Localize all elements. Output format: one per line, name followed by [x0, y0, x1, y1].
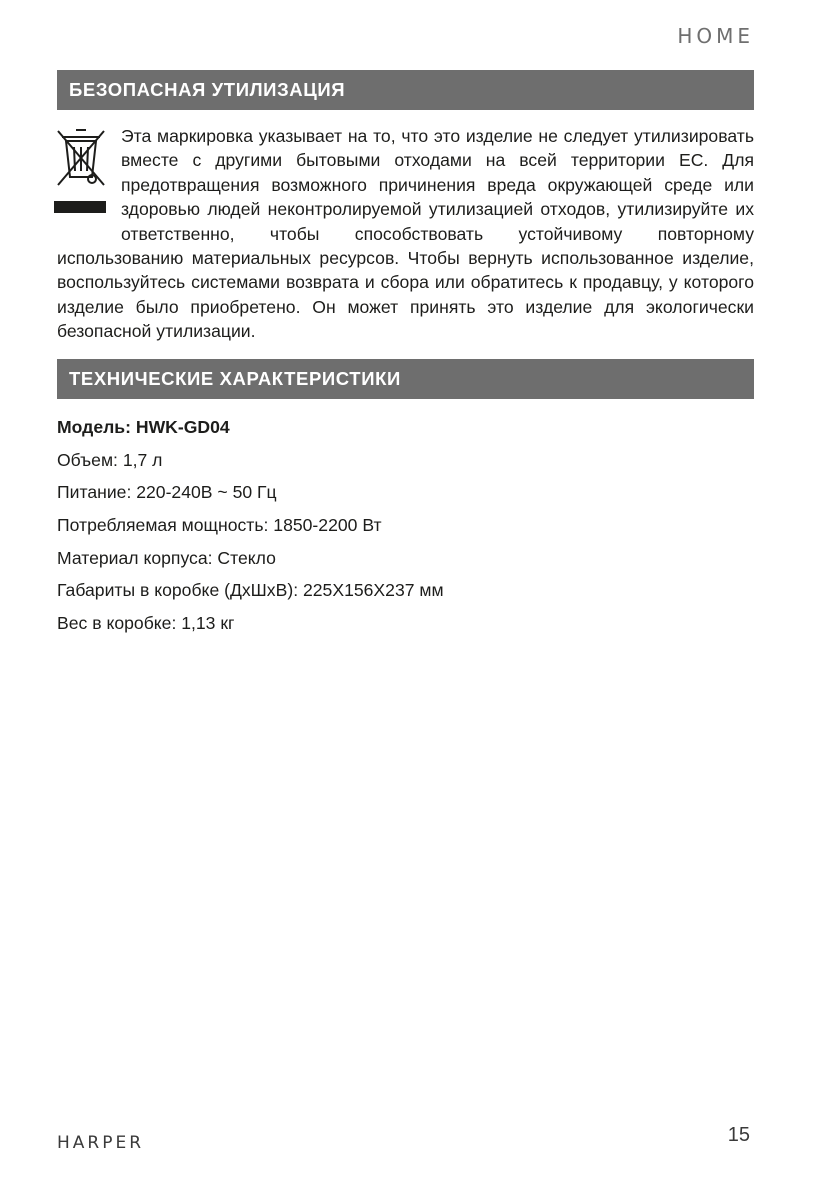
spec-volume: Объем: 1,7 л	[57, 449, 163, 470]
svg-text:HARPER: HARPER	[57, 1133, 145, 1152]
disposal-text-block	[57, 124, 754, 344]
home-logo: HOME	[677, 24, 754, 48]
page-number: 15	[727, 1124, 750, 1146]
specs-list	[57, 415, 754, 644]
disposal-section-title: БЕЗОПАСНАЯ УТИЛИЗАЦИЯ	[57, 70, 754, 110]
spec-body-material: Материал корпуса: Стекло	[57, 547, 276, 568]
spec-power-supply: Питание: 220-240В ~ 50 Гц	[57, 482, 277, 503]
harper-logo	[57, 1130, 171, 1152]
specs-section-title: ТЕХНИЧЕСКИЕ ХАРАКТЕРИСТИКИ	[57, 359, 754, 399]
spec-power-consumption: Потребляемая мощность: 1850-2200 Вт	[57, 515, 382, 536]
spec-box-weight: Вес в коробке: 1,13 кг	[57, 613, 235, 634]
spec-model: Модель: HWK-GD04	[57, 417, 230, 437]
spec-box-dimensions: Габариты в коробке (ДхШхВ): 225X156X237 мм	[57, 580, 444, 601]
disposal-text: Эта маркировка указывает на то, что это изделие не следует утилизировать вместе с другими бытовыми отходами на всей территории ЕС. Для предотвращения возможного причинения вреда окружающей среде или здоровью людей неконтролируемой утилизацией отходов, утилизируйте их ответственно, чтобы способствовать устойчивому повторному использованию материальных ресурсов. Чтобы вернуть использованное изделие, воспользуйтесь системами возврата и сбора или обратитесь к продавцу, у которого изделие было приобретено. Он может принять это изделие для экологически безопасной утилизации.	[57, 126, 754, 342]
